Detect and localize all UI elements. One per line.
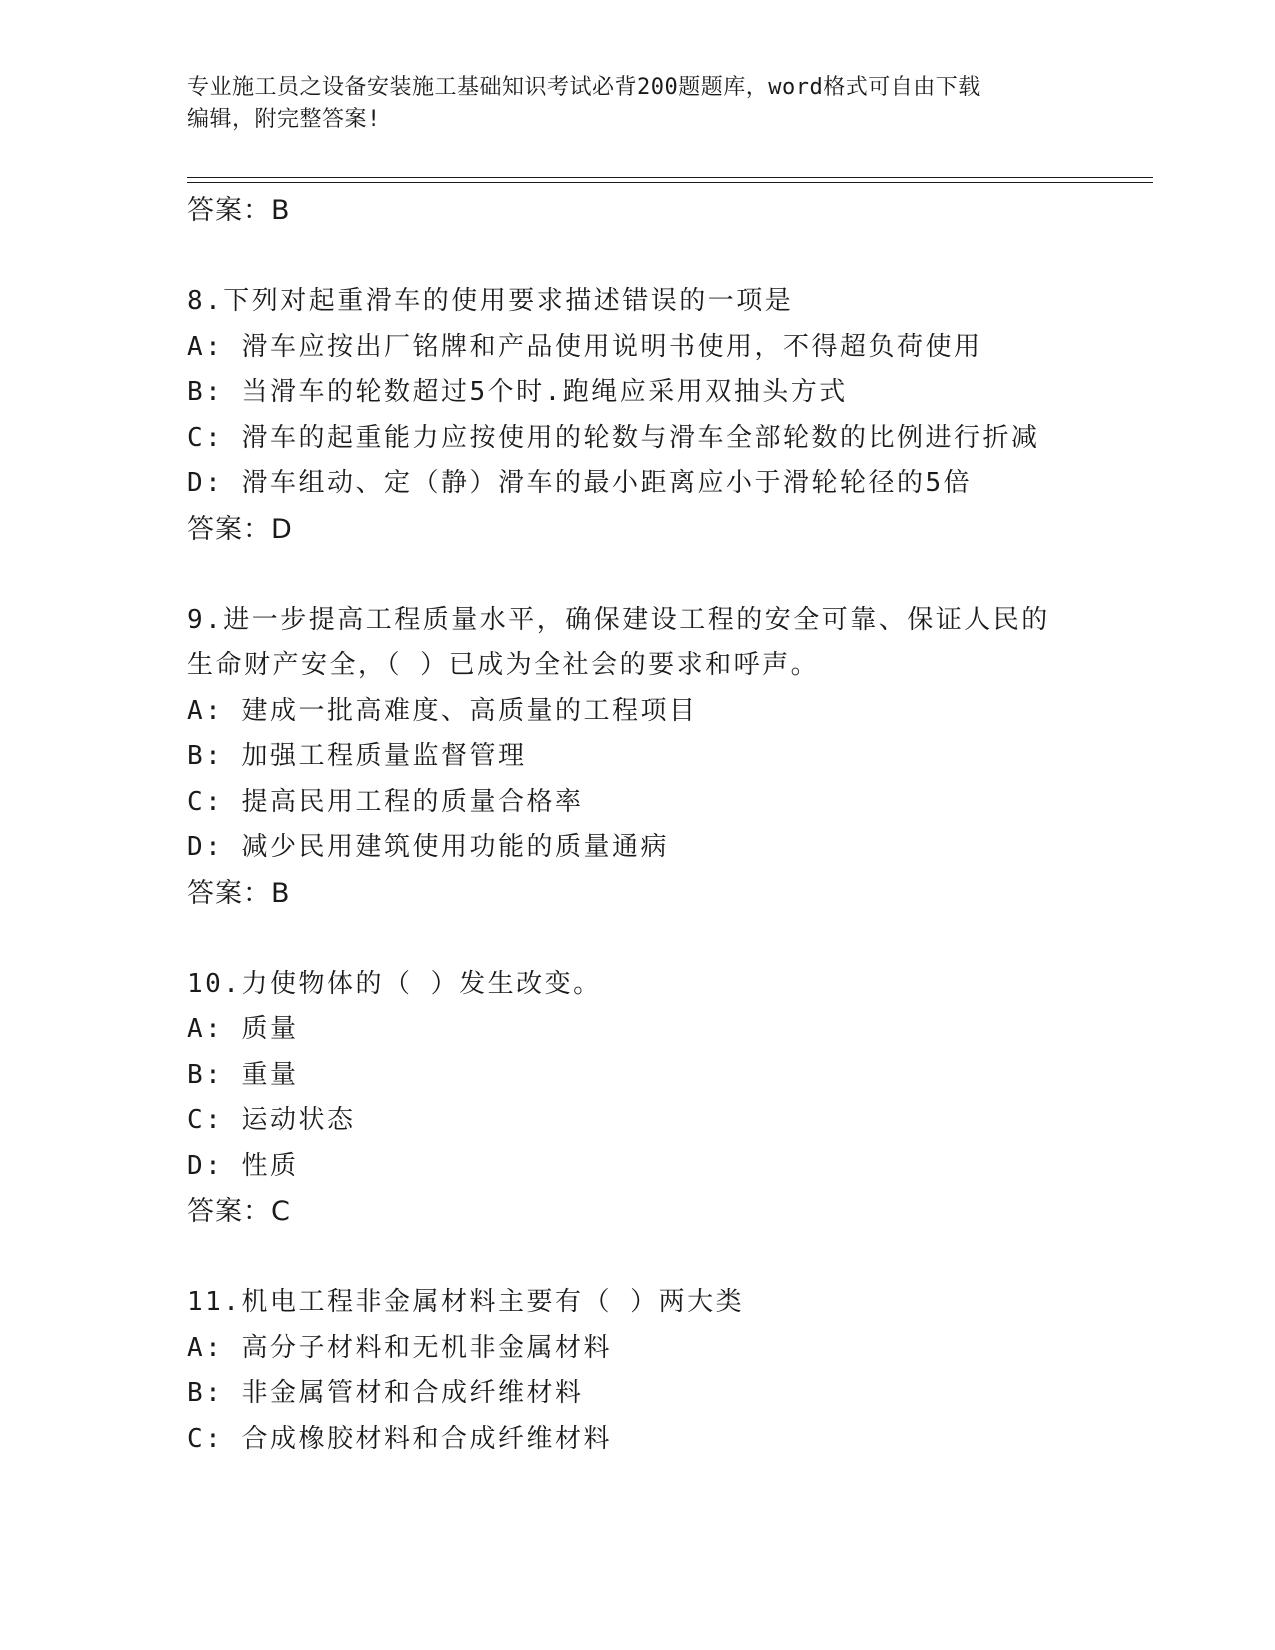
option-d: D: 减少民用建筑使用功能的质量通病 — [187, 832, 669, 862]
option-d: D: 性质 — [187, 1150, 299, 1181]
option-a: A: 建成一批高难度、高质量的工程项目 — [187, 695, 698, 726]
question-block — [187, 279, 1153, 552]
answer-line: 答案：C — [187, 1196, 291, 1227]
question-text: 9.进一步提高工程质量水平，确保建设工程的安全可靠、保证人民的 — [187, 604, 1050, 635]
option-b: B: 重量 — [187, 1059, 299, 1090]
option-b: B: 当滑车的轮数超过5个时.跑绳应采用双抽头方式 — [187, 377, 848, 407]
spacer — [187, 916, 1153, 962]
option-a: A: 高分子材料和无机非金属材料 — [187, 1332, 612, 1363]
answer-line: 答案：D — [187, 513, 293, 545]
option-c: C: 滑车的起重能力应按使用的轮数与滑车全部轮数的比例进行折减 — [187, 422, 1040, 453]
option-a: A: 质量 — [187, 1014, 299, 1044]
option-c: C: 合成橡胶材料和合成纤维材料 — [187, 1423, 612, 1454]
spacer — [187, 234, 1153, 280]
document-body — [187, 188, 1153, 1462]
header-divider-bottom — [187, 182, 1153, 183]
question-block — [187, 1280, 1153, 1462]
question-block — [187, 962, 1153, 1235]
question-text-continued: 生命财产安全，（ ）已成为全社会的要求和呼声。 — [187, 650, 820, 680]
header-divider-top — [187, 177, 1153, 178]
answer-line: 答案：B — [187, 195, 291, 226]
option-c: C: 提高民用工程的质量合格率 — [187, 786, 584, 817]
question-text: 10.力使物体的（ ）发生改变。 — [187, 968, 602, 999]
header-line-2: 编辑，附完整答案! — [187, 107, 381, 132]
question-text: 11.机电工程非金属材料主要有（ ）两大类 — [187, 1287, 745, 1317]
spacer — [187, 1235, 1153, 1281]
option-a: A: 滑车应按出厂铭牌和产品使用说明书使用，不得超负荷使用 — [187, 331, 983, 362]
option-d: D: 滑车组动、定（静）滑车的最小距离应小于滑轮轮径的5倍 — [187, 468, 973, 498]
question-text: 8.下列对起重滑车的使用要求描述错误的一项是 — [187, 286, 794, 316]
question-block — [187, 598, 1153, 917]
header-line-1: 专业施工员之设备安装施工基础知识考试必背200题题库，word格式可自由下载 — [187, 75, 981, 100]
option-b: B: 非金属管材和合成纤维材料 — [187, 1378, 584, 1408]
document-header — [187, 72, 1087, 136]
spacer — [187, 552, 1153, 598]
answer-line: 答案：B — [187, 877, 291, 909]
option-b: B: 加强工程质量监督管理 — [187, 741, 527, 771]
option-c: C: 运动状态 — [187, 1105, 356, 1135]
